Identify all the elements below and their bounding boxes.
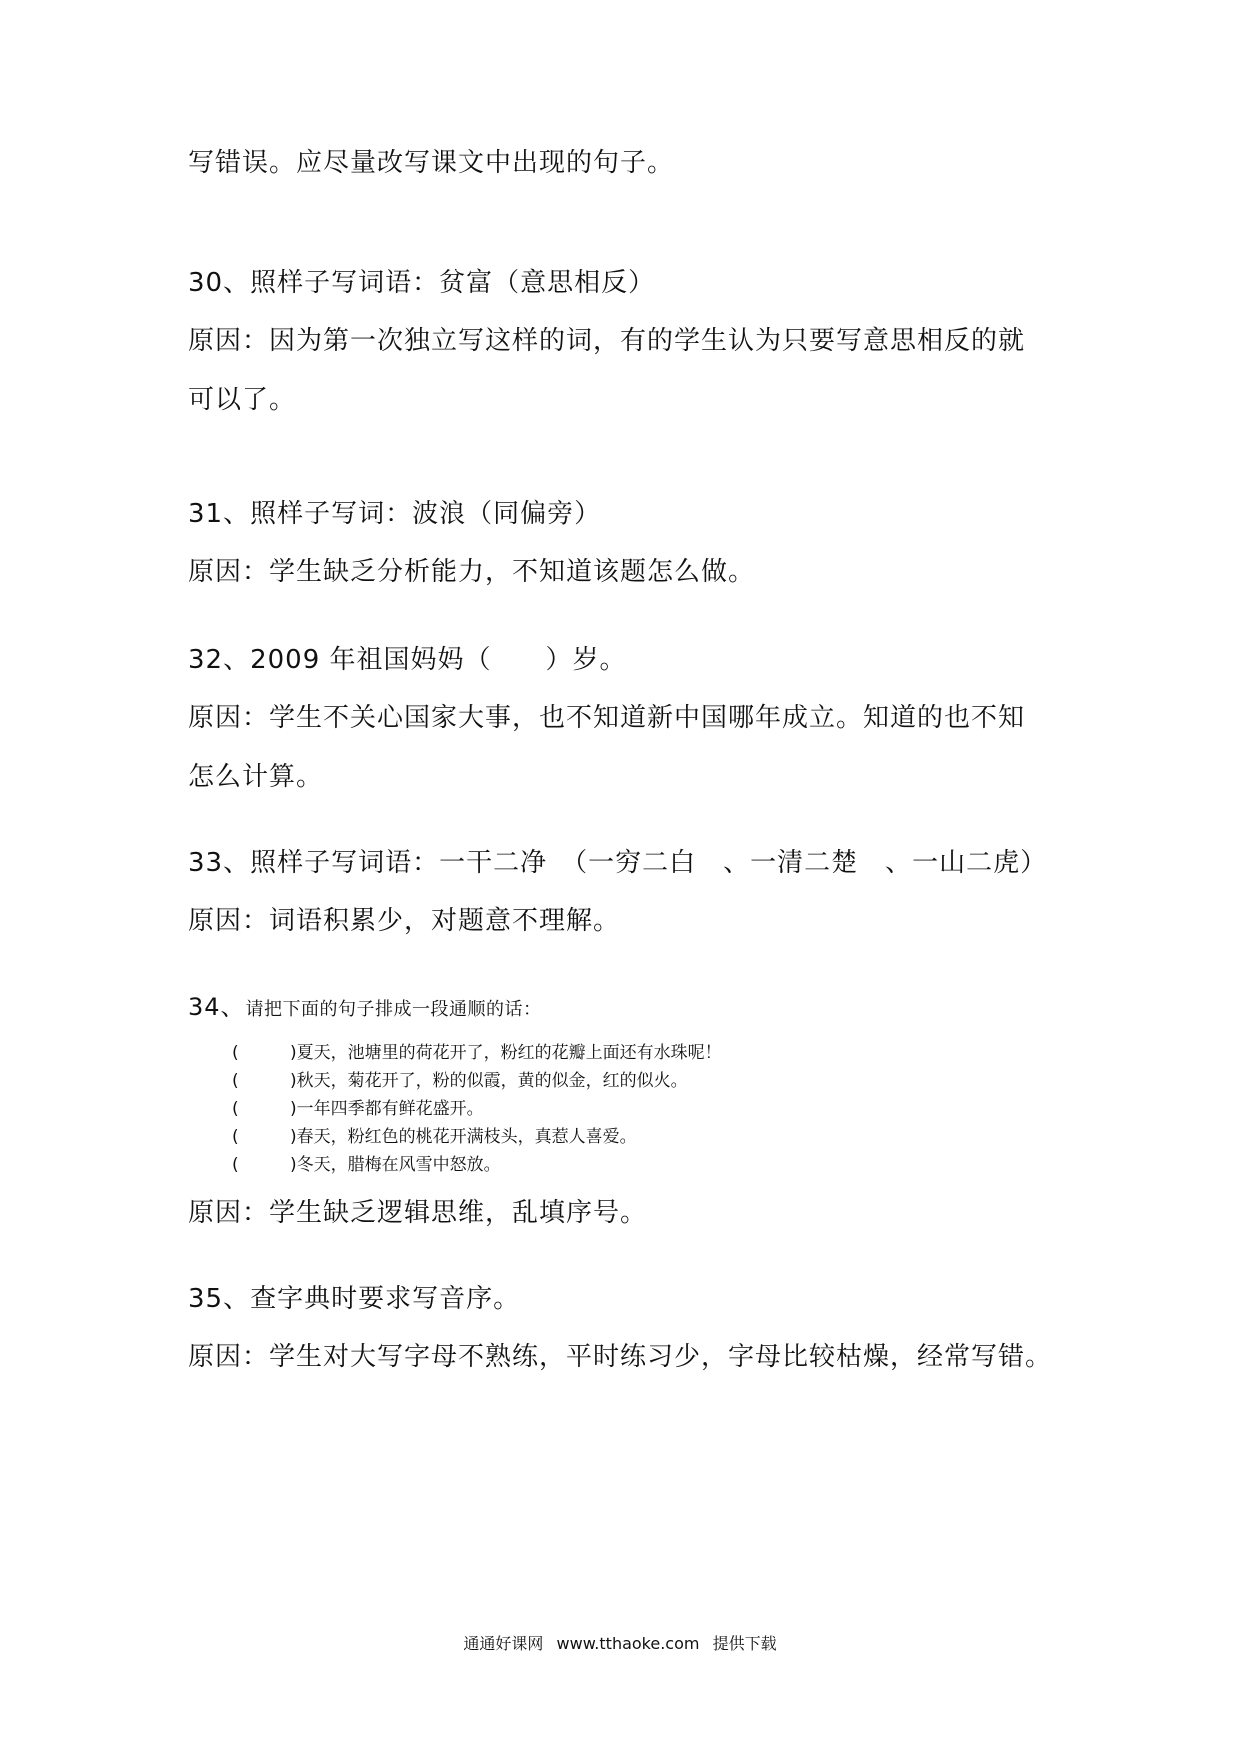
option-paren-close: ) xyxy=(290,1071,297,1091)
option-paren-open: ( xyxy=(232,1043,239,1063)
question-32: 32、2009 年祖国妈妈（ ）岁。 xyxy=(188,645,627,675)
option-row xyxy=(232,1098,484,1120)
option-row xyxy=(232,1070,688,1092)
reason-34: 原因：学生缺乏逻辑思维，乱填序号。 xyxy=(188,1198,648,1228)
option-paren-close: ) xyxy=(290,1155,297,1175)
option-row xyxy=(232,1126,637,1148)
option-row xyxy=(232,1154,501,1176)
question-34-number: 34、 xyxy=(188,993,246,1021)
footer-site-name: 通通好课网 xyxy=(463,1634,544,1653)
reason-30-line-2: 可以了。 xyxy=(188,385,297,415)
option-paren-open: ( xyxy=(232,1071,239,1091)
option-paren-open: ( xyxy=(232,1127,239,1147)
option-text: 冬天，腊梅在风雪中怒放。 xyxy=(296,1155,501,1175)
option-paren-close: ) xyxy=(290,1127,297,1147)
page-footer xyxy=(0,1634,1240,1654)
option-paren-open: ( xyxy=(232,1099,239,1119)
reason-32-line-2: 怎么计算。 xyxy=(188,762,324,792)
option-paren-close: ) xyxy=(290,1043,297,1063)
question-31: 31、照样子写词：波浪（同偏旁） xyxy=(188,499,602,529)
reason-35: 原因：学生对大写字母不熟练，平时练习少，字母比较枯燥，经常写错。 xyxy=(188,1342,1053,1372)
question-34-prompt: 请把下面的句子排成一段通顺的话： xyxy=(245,999,542,1020)
option-text: 一年四季都有鲜花盛开。 xyxy=(296,1099,484,1119)
option-row xyxy=(232,1042,722,1064)
reason-31-line-1: 原因：学生缺乏分析能力，不知道该题怎么做。 xyxy=(188,557,756,587)
intro-tail-text: 写错误。应尽量改写课文中出现的句子。 xyxy=(188,148,675,178)
option-text: 夏天，池塘里的荷花开了，粉红的花瓣上面还有水珠呢！ xyxy=(296,1043,722,1063)
option-paren-close: ) xyxy=(290,1099,297,1119)
question-33: 33、照样子写词语：一干二净 （一穷二白 、一清二楚 、一山二虎） xyxy=(188,848,1048,878)
option-text: 春天，粉红色的桃花开满枝头，真惹人喜爱。 xyxy=(296,1127,637,1147)
question-35: 35、查字典时要求写音序。 xyxy=(188,1284,521,1314)
reason-33-line-1: 原因：词语积累少，对题意不理解。 xyxy=(188,906,621,936)
footer-action: 提供下载 xyxy=(712,1634,777,1653)
reason-30-line-1: 原因：因为第一次独立写这样的词，有的学生认为只要写意思相反的就 xyxy=(188,326,1026,356)
reason-32-line-1: 原因：学生不关心国家大事，也不知道新中国哪年成立。知道的也不知 xyxy=(188,703,1026,733)
question-34 xyxy=(188,992,542,1022)
question-30: 30、照样子写词语：贫富（意思相反） xyxy=(188,268,656,298)
footer-url-link[interactable]: www.tthaoke.com xyxy=(556,1634,700,1653)
option-text: 秋天，菊花开了，粉的似霞，黄的似金，红的似火。 xyxy=(296,1071,688,1091)
option-paren-open: ( xyxy=(232,1155,239,1175)
